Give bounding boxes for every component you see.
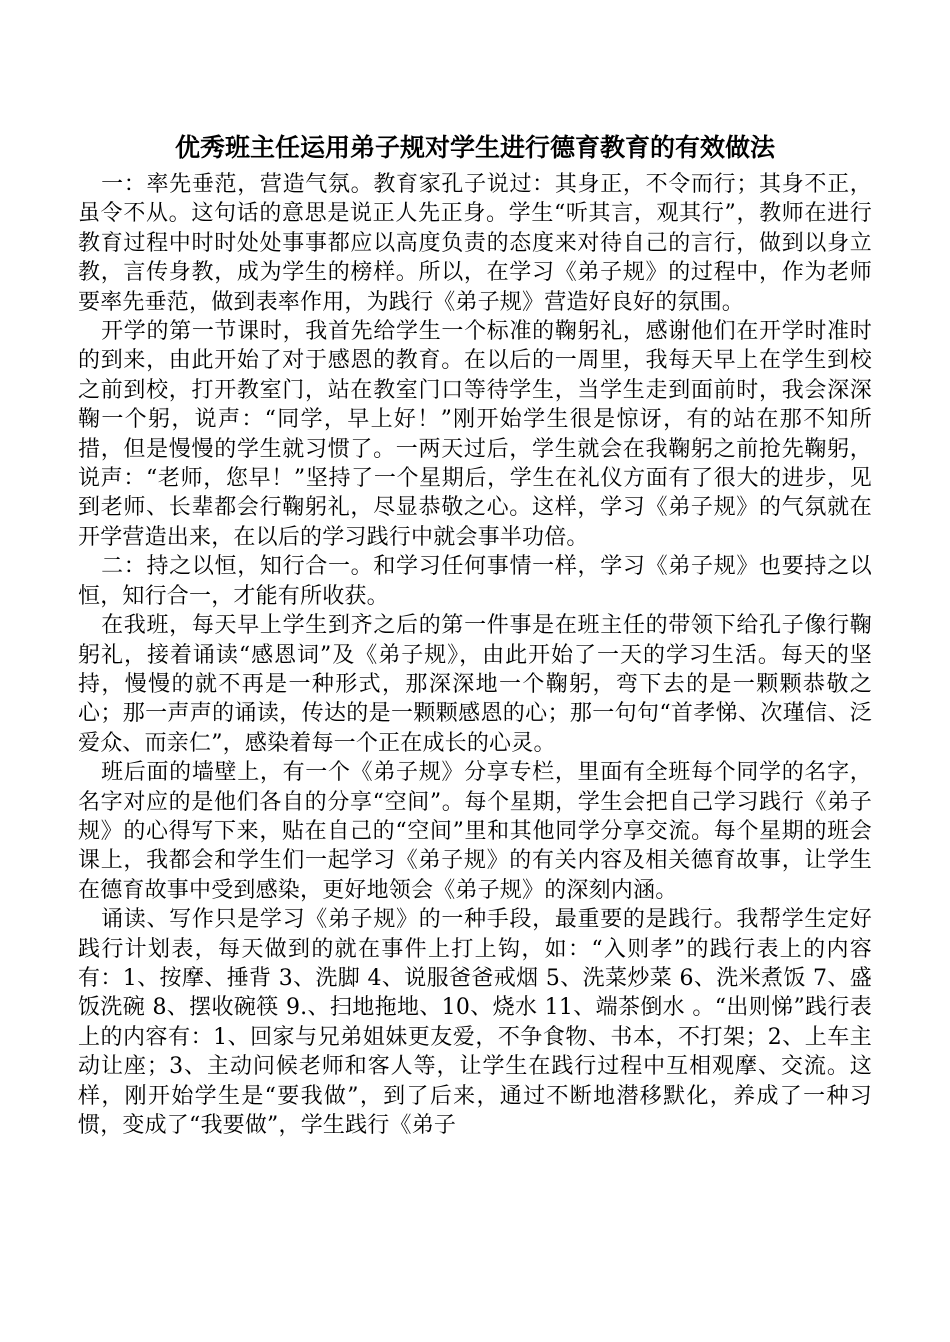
paragraph-6: 诵读、写作只是学习《弟子规》的一种手段，最重要的是践行。我帮学生定好践行计划表，每天做到的就在事件上打上钩，如：“入则孝”的践行表上的内容有：1、按摩、捶背 3、洗脚 4、说服爸爸戒烟 5、洗菜炒菜 6、洗米煮饭 7、盛饭洗碗 8、摆收碗筷 9.、扫地拖地、10、烧水 11、端茶倒水 。“出则悌”践行表上的内容有：1、回家与兄弟姐妹更友爱，不争食物、书本，不打架；2、上车主动让座；3、主动问候老师和客人等，让学生在践行过程中互相观摩、交流。这样，刚开始学生是“要我做”，到了后来，通过不断地潜移默化，养成了一种习惯，变成了“我要做”，学生践行《弟子 — [78, 907, 872, 1138]
paragraph-5: 班后面的墙壁上，有一个《弟子规》分享专栏，里面有全班每个同学的名字，名字对应的是他们各自的分享“空间”。每个星期，学生会把自己学习践行《弟子规》的心得写下来，贴在自己的“空间”里和其他同学分享交流。每个星期的班会课上，我都会和学生们一起学习《弟子规》的有关内容及相关德育故事，让学生在德育故事中受到感染，更好地领会《弟子规》的深刻内涵。 — [78, 760, 872, 903]
paragraph-1: 一：率先垂范，营造气氛。教育家孔子说过：其身正，不令而行；其身不正，虽令不从。这句话的意思是说正人先正身。学生“听其言，观其行”，教师在进行教育过程中时时处处事事都应以高度负责的态度来对待自己的言行，做到以身立教，言传身教，成为学生的榜样。所以，在学习《弟子规》的过程中，作为老师要率先垂范，做到表率作用，为践行《弟子规》营造好良好的氛围。 — [78, 172, 872, 315]
document-title: 优秀班主任运用弟子规对学生进行德育教育的有效做法 — [174, 133, 775, 162]
paragraph-3: 二：持之以恒，知行合一。和学习任何事情一样，学习《弟子规》也要持之以恒，知行合一，才能有所收获。 — [78, 554, 872, 609]
paragraph-2: 开学的第一节课时，我首先给学生一个标准的鞠躬礼，感谢他们在开学时准时的到来，由此开始了对于感恩的教育。在以后的一周里，我每天早上在学生到校之前到校，打开教室门，站在教室门口等待学生，当学生走到面前时，我会深深鞠一个躬，说声：“同学，早上好！”刚开始学生很是惊讶，有的站在那不知所措，但是慢慢的学生就习惯了。一两天过后，学生就会在我鞠躬之前抢先鞠躬，说声：“老师，您早！”坚持了一个星期后，学生在礼仪方面有了很大的进步，见到老师、长辈都会行鞠躬礼，尽显恭敬之心。这样，学习《弟子规》的气氛就在开学营造出来，在以后的学习践行中就会事半功倍。 — [78, 319, 872, 550]
document-page — [78, 128, 872, 1140]
paragraph-4: 在我班，每天早上学生到齐之后的第一件事是在班主任的带领下给孔子像行鞠躬礼，接着诵读“感恩词”及《弟子规》，由此开始了一天的学习生活。每天的坚持，慢慢的就不再是一种形式，那深深地一个鞠躬，弯下去的是一颗颗恭敬之心；那一声声的诵读，传达的是一颗颗感恩的心；那一句句“首孝悌、次瑾信、泛爱众、而亲仁”，感染着每一个正在成长的心灵。 — [78, 613, 872, 756]
